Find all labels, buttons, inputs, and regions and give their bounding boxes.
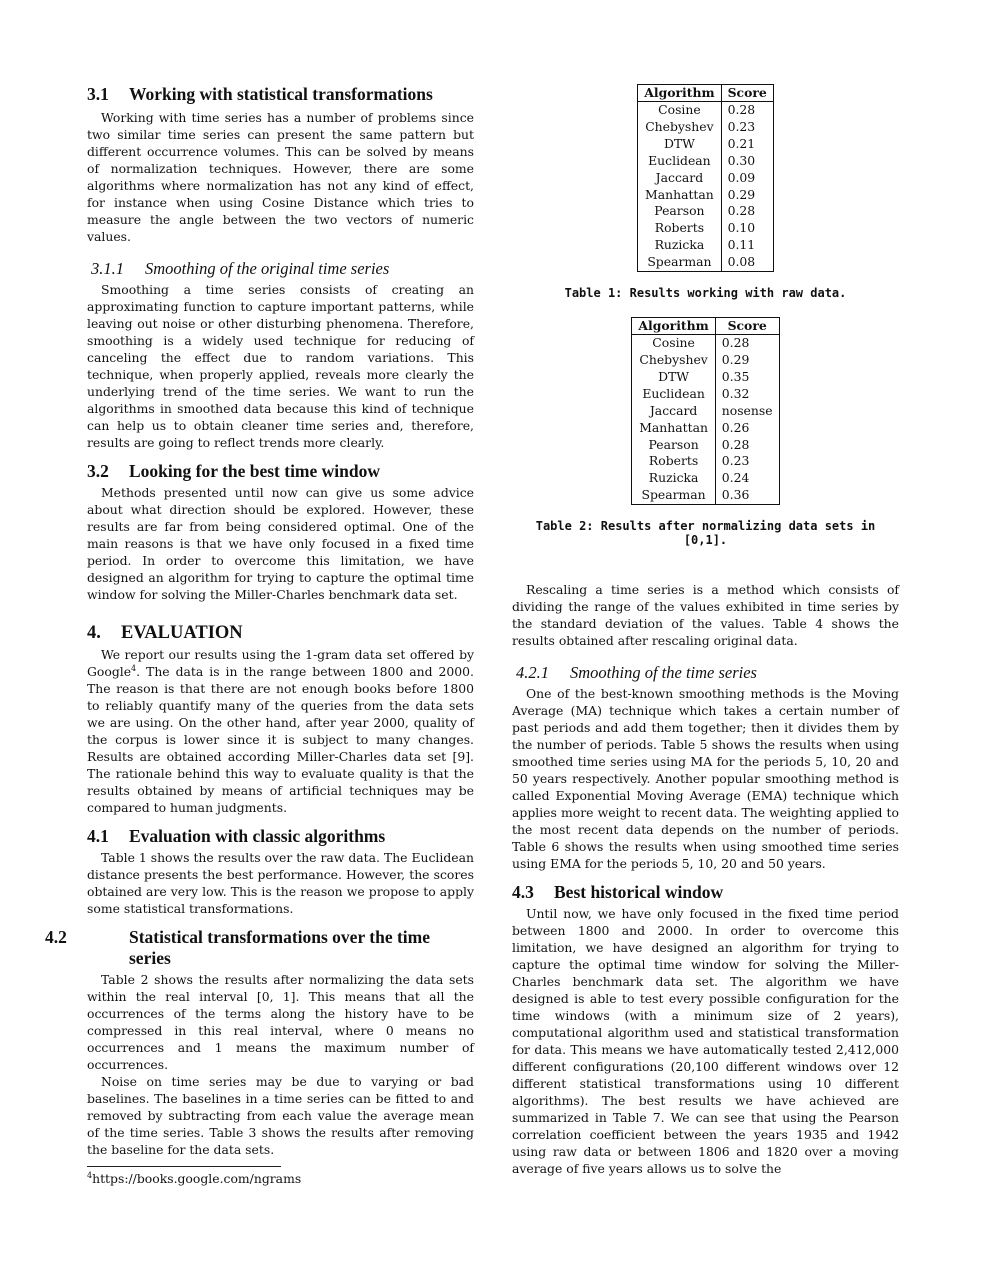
table-row <box>638 153 774 170</box>
section-4-paragraph: We report our results using the 1-gram data set offered by Google$^4$. The data is in the range between 1800 and 2000. The reason is that there are not enough books before 1800 to reliably quantify many of the queries from the data sets we are using. On the other hand, after year 2000, quality of the corpus is lower since it is subject to many changes. Results are obtained according Miller-Charles data set [9]. The rationale behind this way to evaluate quality is that the results obtained by means of artificial techniques may be compared to human judgments. <box>87 647 474 815</box>
algorithm-cell: Ruzicka <box>632 470 715 487</box>
section-3-1-paragraph: Working with time series has a number of problems since two similar time series can present the same pattern but different occurrence volumes. This can be solved by means of normalization techniques. However, there are some algorithms where normalization has not any kind of effect, for instance when using Cosine Distance which tries to measure the angle between the two vectors of numeric values. <box>87 110 474 244</box>
section-3-1-1-heading: 3.1.1 Smoothing of the original time series <box>91 259 390 278</box>
table-row <box>638 237 774 254</box>
table-1-header-algorithm: Algorithm <box>638 85 721 102</box>
score-cell: 0.21 <box>727 135 756 151</box>
section-4-2-paragraph-1: Table 2 shows the results after normalizing the data sets within the real interval [0, 1]. This means that all the occurrences of the terms along the history have to be compressed in this real interval, where 0 means no occurrences and 1 means the maximum number of occurrences. <box>87 972 474 1072</box>
score-cell: 0.24 <box>721 470 750 486</box>
table-1-caption: Table 1: Results working with raw data. <box>564 286 847 301</box>
table-2-header-algorithm: Algorithm <box>632 318 715 335</box>
footnote-rule <box>87 1166 281 1167</box>
section-4-2-1-paragraph: One of the best-known smoothing methods is the Moving Average (MA) technique which takes a certain number of past periods and add them together; then it divides them by the number of periods. Table 5 shows the results when using smoothed time series using MA for the periods 5, 10, 20 and 50 years respectively. Another popular smoothing method is called Exponential Moving Average (EMA) technique which applies more weight to recent data. The weighting applied to the most recent data depends on the number of periods. Table 6 shows the results when using smoothed time series using EMA for the periods 5, 10, 20 and 50 years. <box>512 686 899 872</box>
footnote-marker: 4 <box>131 663 137 673</box>
right-column <box>512 84 899 1177</box>
section-4-1-paragraph: Table 1 shows the results over the raw data. The Euclidean distance presents the best performance. However, the scores obtained are very low. This is the reason we propose to apply some statistical transformations. <box>87 850 474 916</box>
algorithm-cell: Manhattan <box>638 187 721 204</box>
table-2-header-score: Score <box>715 318 779 335</box>
table-row <box>638 136 774 153</box>
score-cell: 0.26 <box>721 419 750 435</box>
score-cell: 0.23 <box>721 453 750 469</box>
algorithm-cell: Chebyshev <box>638 119 721 136</box>
table-row <box>632 369 779 386</box>
score-cell: 0.11 <box>727 237 756 253</box>
score-cell: 0.08 <box>727 254 756 270</box>
table-row <box>632 386 779 403</box>
score-cell: 0.28 <box>727 102 756 117</box>
algorithm-cell: Cosine <box>638 102 721 119</box>
algorithm-cell: Pearson <box>638 203 721 220</box>
score-cell: 0.32 <box>721 385 750 401</box>
table-row <box>632 335 779 352</box>
algorithm-cell: Ruzicka <box>638 237 721 254</box>
table-row <box>638 170 774 187</box>
table-row <box>632 403 779 420</box>
rescaling-paragraph: Rescaling a time series is a method which consists of dividing the range of the values exhibited in time series by the standard deviation of the values. Table 4 shows the results obtained after rescaling original data. <box>512 582 899 649</box>
algorithm-cell: Spearman <box>638 254 721 271</box>
algorithm-cell: Jaccard <box>632 403 715 420</box>
section-3-2-paragraph: Methods presented until now can give us some advice about what direction should be explored. However, these results are far from being considered optimal. One of the main reasons is that we have only focused in a fixed time period. In order to overcome this limitation, we have designed an algorithm for trying to capture the optimal time window for solving the Miller-Charles benchmark data set. <box>87 485 474 602</box>
table-1 <box>637 84 774 272</box>
section-4-heading: 4. EVALUATION <box>87 623 243 643</box>
algorithm-cell: DTW <box>632 369 715 386</box>
algorithm-cell: Chebyshev <box>632 352 715 369</box>
section-4-3-heading: 4.3 Best historical window <box>512 882 724 903</box>
algorithm-cell: Spearman <box>632 487 715 504</box>
table-2-caption: Table 2: Results after normalizing data sets in [0,1]. <box>535 519 876 548</box>
section-3-1-heading: 3.1 Working with statistical transformations <box>87 84 433 104</box>
score-cell: 0.23 <box>727 118 756 134</box>
table-row <box>638 119 774 136</box>
score-cell: 0.35 <box>721 368 750 384</box>
algorithm-cell: Pearson <box>632 437 715 454</box>
table-row <box>638 220 774 237</box>
table-1-header-score: Score <box>721 85 773 102</box>
section-4-2-1-heading: 4.2.1 Smoothing of the time series <box>516 663 757 683</box>
algorithm-cell: Roberts <box>632 453 715 470</box>
algorithm-cell: Euclidean <box>638 153 721 170</box>
table-row <box>638 203 774 220</box>
table-row <box>638 102 774 119</box>
algorithm-cell: DTW <box>638 136 721 153</box>
footnote-url[interactable]: https://books.google.com/ngrams <box>92 1171 302 1186</box>
score-cell: 0.10 <box>727 220 756 236</box>
table-row <box>632 487 779 504</box>
table-row <box>638 254 774 271</box>
algorithm-cell: Roberts <box>638 220 721 237</box>
score-cell: 0.28 <box>721 436 750 452</box>
table-row <box>638 187 774 204</box>
algorithm-cell: Manhattan <box>632 420 715 437</box>
section-3-2-heading: 3.2 Looking for the best time window <box>87 461 381 481</box>
table-row <box>632 453 779 470</box>
section-4-3-paragraph: Until now, we have only focused in the fixed time period between 1800 and 2000. In order to overcome this limitation, we have designed an algorithm for trying to capture the optimal time window for solving the Miller-Charles benchmark data set. The algorithm we have designed is able to test every possible configuration for the time windows (with a minimum size of 2 years), computational algorithm used and statistical transformation for data. This means we have automatically tested 2,412,000 different configurations (20,100 different windows over 12 different statistical transformations using 10 different algorithms). The best results we have achieved are summarized in Table 7. We can see that using the Pearson correlation coefficient between the years 1935 and 1942 using raw data or between 1806 and 1820 over a moving average of five years allows us to solve the <box>512 906 899 1177</box>
algorithm-cell: Jaccard <box>638 170 721 187</box>
table-row <box>632 470 779 487</box>
table-row <box>632 352 779 369</box>
footnote: $^4$https://books.google.com/ngrams <box>87 1170 302 1186</box>
score-cell: 0.28 <box>727 203 756 219</box>
section-3-1-1-paragraph: Smoothing a time series consists of creating an approximating function to capture important patterns, while leaving out noise or other disturbing phenomena. Therefore, smoothing is a widely used technique for reducing of canceling the effect due to random variations. This technique, when properly applied, reveals more clearly the underlying trend of the time series. We want to run the algorithms in smoothed data because this kind of technique can help us to obtain cleaner time series and, therefore, results are going to reflect trends more clearly. <box>87 282 474 450</box>
table-row <box>632 420 779 437</box>
section-4-2-paragraph-2: Noise on time series may be due to varying or bad baselines. The baselines in a time series can be fitted to and removed by subtracting from each value the average mean of the time series. Table 3 shows the results after removing the baseline for the data sets. <box>87 1074 474 1157</box>
left-column <box>45 84 474 1188</box>
score-cell: 0.29 <box>727 186 756 202</box>
table-2 <box>631 317 779 505</box>
score-cell: 0.28 <box>721 335 750 351</box>
section-4-2-heading: 4.2 Statistical transformations over the time series <box>45 927 431 968</box>
score-cell: 0.36 <box>721 487 750 503</box>
algorithm-cell: Cosine <box>632 335 715 352</box>
table-row <box>632 437 779 454</box>
score-cell: 0.09 <box>727 169 756 185</box>
section-4-1-heading: 4.1 Evaluation with classic algorithms <box>87 826 386 846</box>
algorithm-cell: Euclidean <box>632 386 715 403</box>
score-cell: 0.30 <box>727 152 756 168</box>
score-cell: 0.29 <box>721 351 750 367</box>
score-cell: nosense <box>721 402 773 418</box>
